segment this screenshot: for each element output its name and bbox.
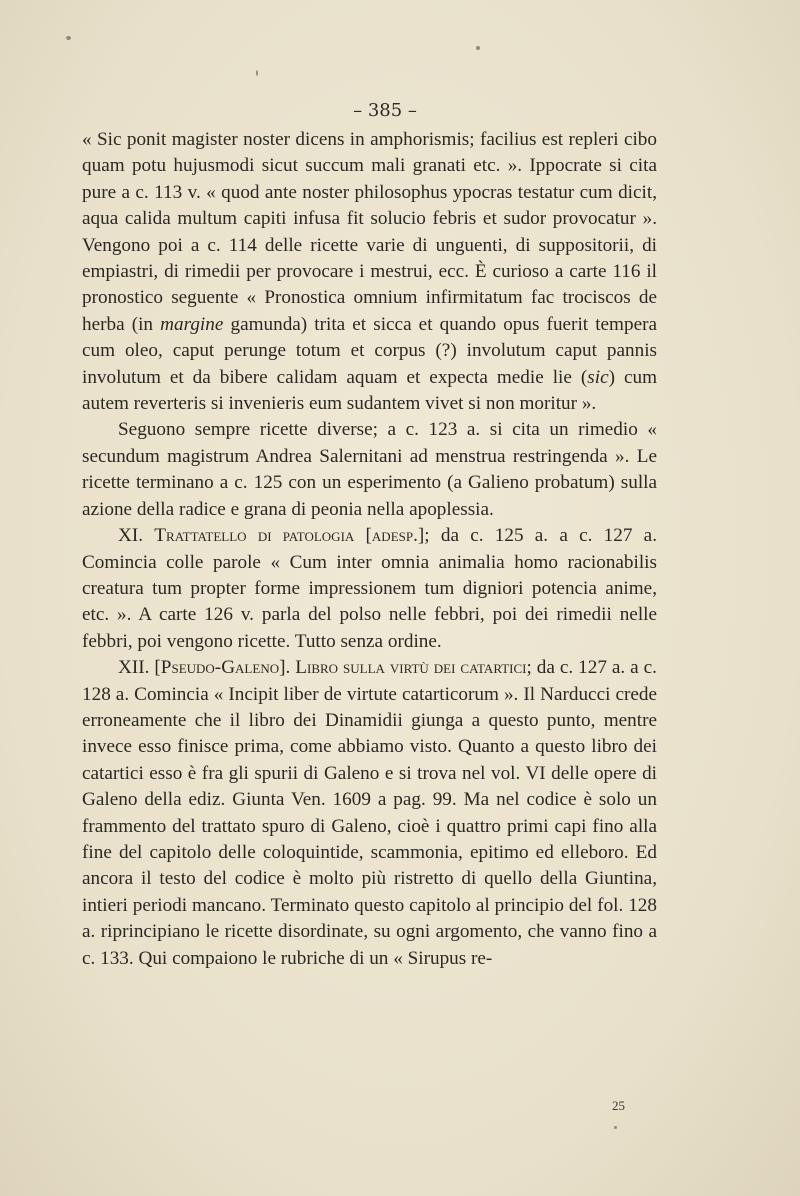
paragraph-4 <box>82 655 657 972</box>
paper-speck <box>66 36 71 40</box>
paper-speck <box>256 70 258 76</box>
paragraph-1-part-a: « Sic ponit magister noster dicens in amphorismis; facilius est repleri cibo quam potu hujusmodi sicut succum mali granati etc. ». Ippocrate si cita pure a c. 113 v. « quod ante noster philosophus ypocras testatur cum dicit, aqua calida multum capiti infusa fit solucio febris et sudor provocatur ». Vengono poi a c. 114 delle ricette varie di unguenti, di suppositorii, di empiastri, di rimedii per provocare i mestrui, ecc. È curioso a carte 116 il pronostico seguente « Pronostica omnium infirmitatum fac trociscos de herba (in <box>82 129 657 335</box>
section-body-xii: Comincia « Incipit liber de virtute catarticorum ». Il Narducci crede erroneamente che il libro dei Dinamidii giunga a questo punto, mentre invece esso finisce prima, come abbiamo visto. Quanto a questo libro dei catartici esso è fra gli spurii di Galeno e si trova nel vol. VI delle opere di Galeno della ediz. Giunta Ven. 1609 a pag. 99. Ma nel codice è solo un frammento del trattato spuro di Galeno, cioè i quattro primi capi fino alla fine del capitolo delle coloquintide, scammonia, epitimo ed elleboro. Ed ancora il testo del codice è molto più ristretto di quello della Giuntina, intieri periodi mancano. Terminato questo capitolo al principio del fol. 128 a. riprincipiano le ricette disordinate, su ogni argomento, che vanno fino a c. 133. Qui compaiono le rubriche di un « Sirupus re- <box>82 683 657 969</box>
section-body-xi: Comincia colle parole « Cum inter omnia animalia homo racionabilis creatura tum propter forme impressionem tum digniori potencia anime, etc. ». A carte 126 v. parla del polso nelle febbri, poi dei rimedii nelle febbri, poi vengono ricette. Tutto senza ordine. <box>82 551 657 652</box>
signature-mark: 25 <box>612 1098 625 1113</box>
section-bracket-xii: [Pseudo-Galeno]. <box>154 657 296 679</box>
paragraph-1 <box>82 127 657 417</box>
paragraph-3 <box>82 523 657 655</box>
paragraph-1-part-b: gamunda) trita et sicca et quando opus fuerit tempera cum oleo, caput perunge totum et corpus (?) involutum caput pannis involutum et da bibere calidam aquam et expecta medie lie ( <box>82 313 657 388</box>
section-range-xii: ; da c. 127 a. a c. 128 a. <box>82 657 657 705</box>
section-bracket-xi: [adesp.] <box>365 525 425 547</box>
paper-speck <box>614 1126 617 1129</box>
body-text <box>82 127 657 972</box>
section-number-xii: XII. <box>118 657 155 679</box>
paragraph-2: Seguono sempre ricette diverse; a c. 123 a. si cita un rimedio « secundum magistrum Andrea Salernitani ad menstrua restringenda ». Le ricette terminano a c. 125 con un esperimento (a Galieno probatum) sulla azione della radice e grana di peonia nella apoplessia. <box>82 419 657 520</box>
italic-margine: margine <box>160 313 224 335</box>
paragraph-1-part-c: ) cum autem reverteris si invenieris eum sudantem vivet si non moritur ». <box>82 366 657 415</box>
section-number-xi: XI. <box>118 525 155 547</box>
italic-sic: sic <box>587 366 609 388</box>
page-number: – 385 – <box>353 100 417 121</box>
paper-speck <box>476 46 480 50</box>
section-title-xii: Libro sulla virtù dei catartici <box>295 657 527 679</box>
section-title-xi: Trattatello di patologia <box>154 525 366 547</box>
section-range-xi: ; da c. 125 a. a c. 127 a. <box>424 525 657 547</box>
